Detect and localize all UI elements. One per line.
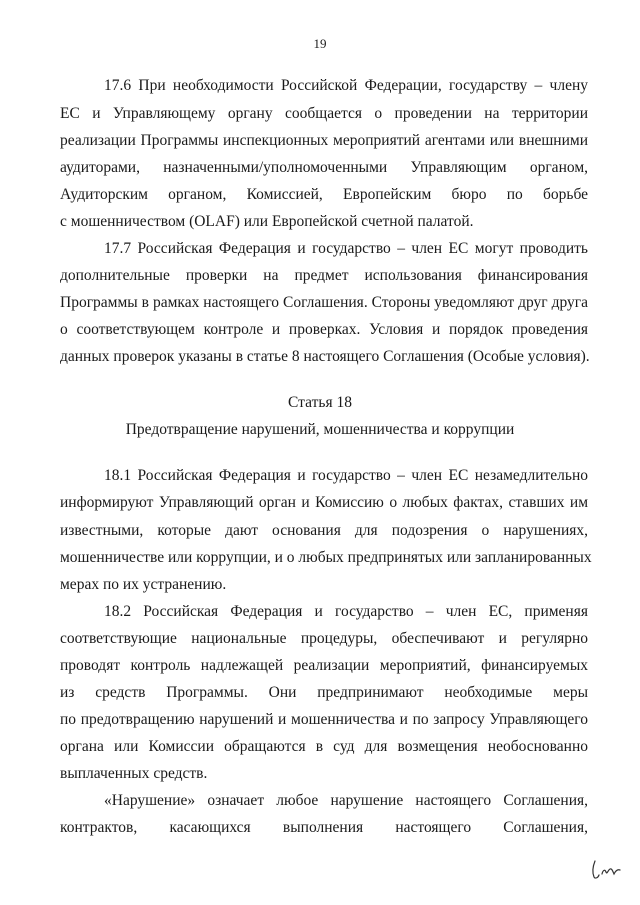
paragraph-18-1-line: мерах по их устранению.: [60, 576, 227, 593]
paragraph-18-1-line: известными, которые дают основания для подозрения о нарушениях,: [60, 522, 588, 539]
article-number: Статья 18: [288, 394, 352, 411]
article-title: Предотвращение нарушений, мошенничества и коррупции: [125, 421, 515, 438]
paragraph-17-6-line: 17.6 При необходимости Российской Федерации, государству – члену: [104, 77, 588, 94]
definition-line: «Нарушение» означает любое нарушение настоящего Соглашения,: [104, 792, 588, 809]
paragraph-17-6-line: реализации Программы инспекционных мероприятий агентами или внешними: [60, 132, 588, 149]
page-number: 19: [313, 36, 327, 51]
handwritten-initials-mark: [590, 858, 624, 880]
paragraph-17-7-line: 17.7 Российская Федерация и государство – член ЕС могут проводить: [104, 240, 588, 257]
paragraph-18-2-line: органа или Комиссии обращаются в суд для возмещения необоснованно: [60, 738, 588, 755]
paragraph-17-7-line: дополнительные проверки на предмет использования финансирования: [60, 267, 588, 284]
paragraph-17-7-line: данных проверок указаны в статье 8 настоящего Соглашения (Особые условия).: [60, 348, 590, 365]
paragraph-18-2-line: выплаченных средств.: [60, 765, 208, 782]
paragraph-18-1-line: мошенничестве или коррупции, и о любых предпринятых или запланированных: [60, 549, 592, 566]
paragraph-18-2-line: из средств Программы. Они предпринимают необходимые меры: [60, 684, 588, 701]
paragraph-17-6-line: с мошенничеством (OLAF) или Европейской счетной палатой.: [60, 213, 474, 230]
paragraph-17-6-line: ЕС и Управляющему органу сообщается о проведении на территории: [60, 105, 588, 122]
paragraph-18-2-line: соответствующие национальные процедуры, обеспечивают и регулярно: [60, 630, 588, 647]
definition-line: контрактов, касающихся выполнения настоящего Соглашения,: [60, 819, 588, 836]
paragraph-17-6-line: аудиторами, назначенными/уполномоченными Управляющим органом,: [60, 159, 588, 176]
paragraph-18-2-line: проводят контроль надлежащей реализации мероприятий, финансируемых: [60, 657, 588, 674]
paragraph-18-1-line: 18.1 Российская Федерация и государство – член ЕС незамедлительно: [104, 467, 588, 484]
paragraph-17-7-line: о соответствующем контроле и проверках. Условия и порядок проведения: [60, 321, 588, 338]
paragraph-17-6-line: Аудиторским органом, Комиссией, Европейским бюро по борьбе: [60, 186, 588, 203]
paragraph-18-2-line: по предотвращению нарушений и мошенничества и по запросу Управляющего: [60, 711, 588, 728]
paragraph-17-7-line: Программы в рамках настоящего Соглашения. Стороны уведомляют друг друга: [60, 294, 588, 311]
paragraph-18-2-line: 18.2 Российская Федерация и государство – член ЕС, применяя: [104, 603, 588, 620]
paragraph-18-1-line: информируют Управляющий орган и Комиссию о любых фактах, ставших им: [60, 494, 588, 511]
